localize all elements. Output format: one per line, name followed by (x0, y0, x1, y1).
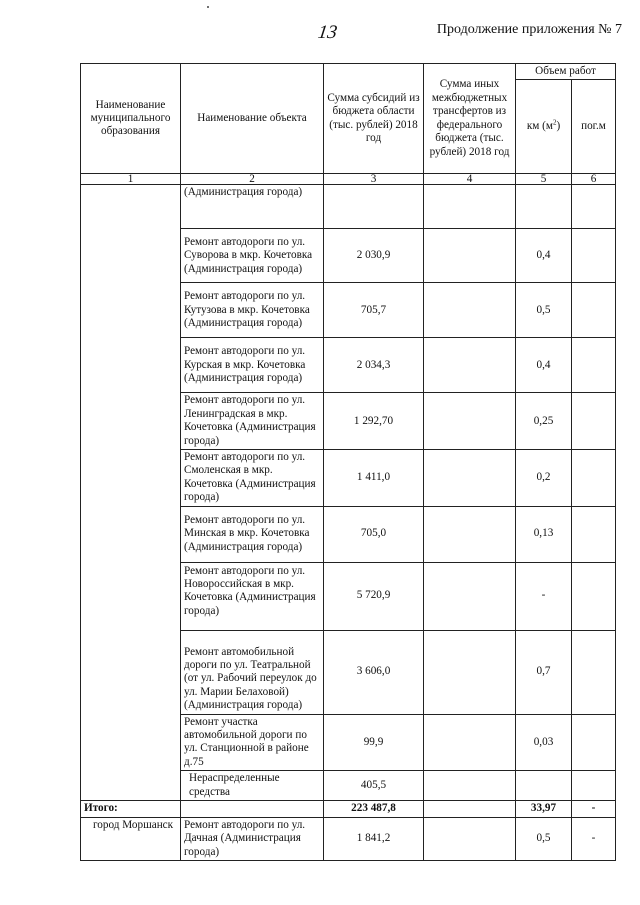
header-volume: Объем работ (516, 64, 616, 80)
page-number: 13 (316, 22, 339, 43)
km-cell: 0,03 (516, 714, 572, 771)
scan-speck (207, 6, 209, 8)
header-subsidy: Сумма субсидий из бюджета области (тыс. рублей) 2018 год (324, 64, 424, 174)
subsidy-cell: 405,5 (324, 771, 424, 801)
pogm-cell (572, 229, 616, 283)
col-number: 6 (572, 174, 616, 185)
km-cell: 0,5 (516, 283, 572, 338)
object-cell: Ремонт автодороги по ул. Новороссийская в мкр. Кочетовка (Администрация города) (181, 562, 324, 630)
subsidy-cell: 3 606,0 (324, 630, 424, 714)
pogm-cell (572, 562, 616, 630)
subsidy-cell: 5 720,9 (324, 562, 424, 630)
header-pogm: пог.м (572, 80, 616, 174)
km-cell: 0,7 (516, 630, 572, 714)
subsidy-cell: 705,0 (324, 506, 424, 562)
total-km: 33,97 (516, 801, 572, 817)
pogm-cell (572, 714, 616, 771)
km-cell (516, 185, 572, 229)
total-row (81, 801, 616, 817)
header-municipality: Наименование муниципального образования (81, 64, 181, 174)
table-row (81, 817, 616, 860)
transfer-cell (424, 393, 516, 450)
object-cell: Ремонт автодороги по ул. Кутузова в мкр. Кочетовка (Администрация города) (181, 283, 324, 338)
table-row (81, 185, 616, 229)
header-km-sup: 2 (552, 118, 557, 127)
pogm-cell (572, 393, 616, 450)
subsidy-cell: 99,9 (324, 714, 424, 771)
transfer-cell (424, 817, 516, 860)
transfer-cell (424, 338, 516, 393)
total-transfer-cell (424, 801, 516, 817)
transfer-cell (424, 630, 516, 714)
municipality-cell (81, 185, 181, 801)
subsidy-cell: 2 030,9 (324, 229, 424, 283)
transfer-cell (424, 283, 516, 338)
object-cell: Нераспределенные средства (181, 771, 324, 801)
col-number: 5 (516, 174, 572, 185)
object-cell: Ремонт автодороги по ул. Суворова в мкр. Кочетовка (Администрация города) (181, 229, 324, 283)
subsidy-cell: 2 034,3 (324, 338, 424, 393)
subsidy-cell: 705,7 (324, 283, 424, 338)
subsidy-cell: 1 292,70 (324, 393, 424, 450)
transfer-cell (424, 229, 516, 283)
km-cell: 0,2 (516, 450, 572, 507)
pogm-cell (572, 771, 616, 801)
total-label: Итого: (81, 801, 181, 817)
header-km-end: ) (556, 120, 561, 133)
transfer-cell (424, 506, 516, 562)
km-cell: 0,25 (516, 393, 572, 450)
km-cell: 0,4 (516, 229, 572, 283)
transfer-cell (424, 771, 516, 801)
header-km (516, 80, 572, 174)
object-cell: (Администрация города) (181, 185, 324, 229)
object-cell: Ремонт автодороги по ул. Минская в мкр. Кочетовка (Администрация города) (181, 506, 324, 562)
pogm-cell (572, 185, 616, 229)
appendix-label: Продолжение приложения № 7 (436, 22, 622, 37)
pogm-cell: - (572, 817, 616, 860)
km-cell (516, 771, 572, 801)
header-transfers: Сумма иных межбюджетных трансфертов из федерального бюджета (тыс. рублей) 2018 год (424, 64, 516, 174)
transfer-cell (424, 562, 516, 630)
object-cell: Ремонт автомобильной дороги по ул. Театральной (от ул. Рабочий переулок до ул. Марии Белаховой) (Администрация города) (181, 630, 324, 714)
pogm-cell (572, 450, 616, 507)
object-cell: Ремонт участка автомобильной дороги по ул. Станционной в районе д.75 (181, 714, 324, 771)
object-cell: Ремонт автодороги по ул. Смоленская в мкр. Кочетовка (Администрация города) (181, 450, 324, 507)
col-number: 4 (424, 174, 516, 185)
subsidy-table (80, 63, 616, 861)
subsidy-cell: 1 411,0 (324, 450, 424, 507)
pogm-cell (572, 630, 616, 714)
pogm-cell (572, 338, 616, 393)
col-number: 2 (181, 174, 324, 185)
km-cell: 0,4 (516, 338, 572, 393)
km-cell: - (516, 562, 572, 630)
km-cell: 0,13 (516, 506, 572, 562)
pogm-cell (572, 506, 616, 562)
col-number: 1 (81, 174, 181, 185)
municipality-cell: город Моршанск (81, 817, 181, 860)
col-number: 3 (324, 174, 424, 185)
subsidy-cell (324, 185, 424, 229)
km-cell: 0,5 (516, 817, 572, 860)
transfer-cell (424, 450, 516, 507)
transfer-cell (424, 714, 516, 771)
header-km-text: км (м (526, 120, 553, 133)
object-cell: Ремонт автодороги по ул. Курская в мкр. Кочетовка (Администрация города) (181, 338, 324, 393)
total-subsidy: 223 487,8 (324, 801, 424, 817)
object-cell: Ремонт автодороги по ул. Дачная (Администрация города) (181, 817, 324, 860)
header-object: Наименование объекта (181, 64, 324, 174)
total-pogm: - (572, 801, 616, 817)
subsidy-cell: 1 841,2 (324, 817, 424, 860)
pogm-cell (572, 283, 616, 338)
object-cell: Ремонт автодороги по ул. Ленинградская в мкр. Кочетовка (Администрация города) (181, 393, 324, 450)
total-object-cell (181, 801, 324, 817)
transfer-cell (424, 185, 516, 229)
